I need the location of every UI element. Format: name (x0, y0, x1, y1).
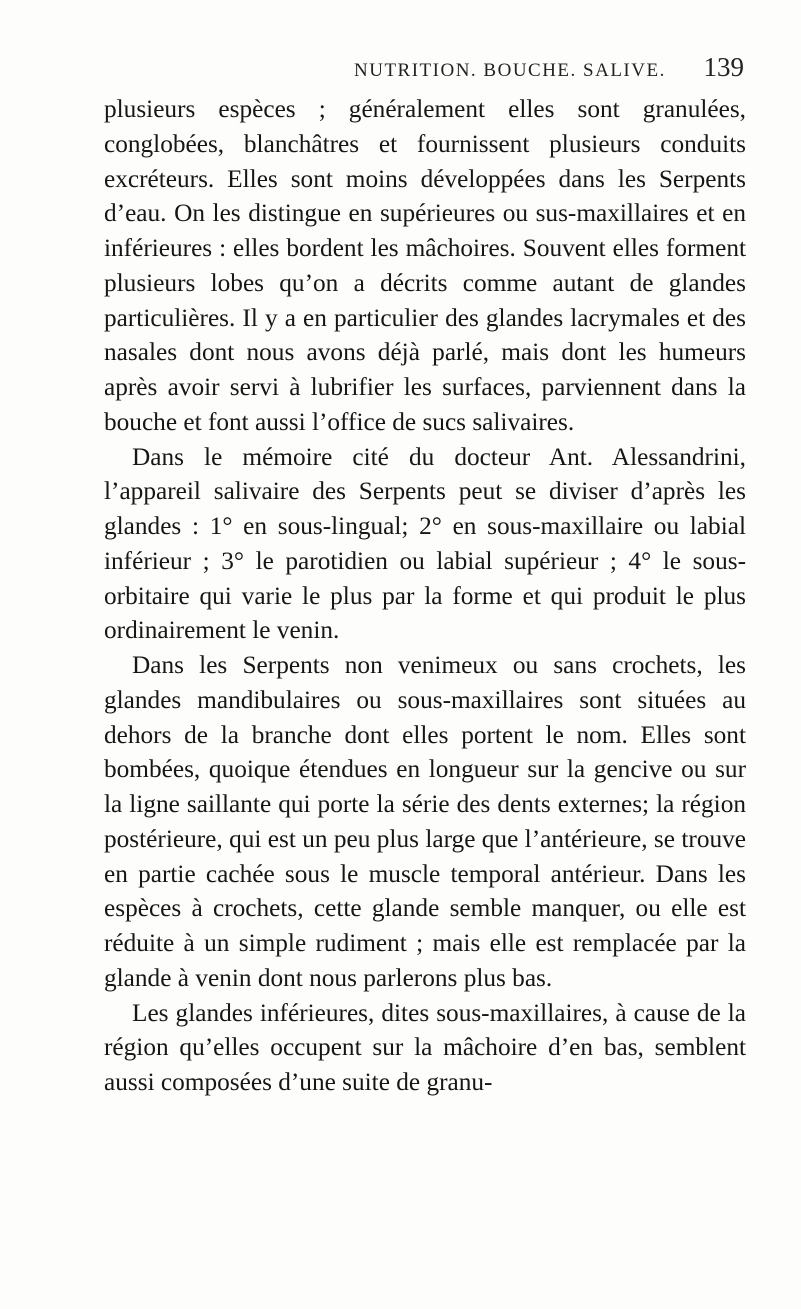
body-text (104, 92, 746, 1100)
paragraph-2: Dans le mémoire cité du docteur Ant. Alessandrini, l’appareil salivaire des Serpents peut se diviser d’après les glandes : 1° en sous-lingual; 2° en sous-maxillaire ou labial inférieur ; 3° le parotidien ou labial supérieur ; 4° le sous-orbitaire qui varie le plus par la forme et qui produit le plus ordinairement le venin. (104, 442, 746, 645)
paragraph-1: plusieurs espèces ; généralement elles sont granulées, conglobées, blanchâtres et fournissent plusieurs conduits excréteurs. Elles sont moins développées dans les Serpents d’eau. On les distingue en supérieures ou sus-maxillaires et en inférieures : elles bordent les mâchoires. Souvent elles forment plusieurs lobes qu’on a décrits comme autant de glandes particulières. Il y a en particulier des glandes lacrymales et des nasales dont nous avons déjà parlé, mais dont les humeurs après avoir servi à lubrifier les surfaces, parviennent dans la bouche et font aussi l’office de sucs salivaires. (104, 95, 746, 436)
running-head (104, 52, 746, 86)
page-number: 139 (703, 52, 744, 82)
running-head-title: NUTRITION. BOUCHE. SALIVE. (354, 60, 666, 81)
paragraph-3: Dans les Serpents non venimeux ou sans crochets, les glandes mandibulaires ou sous-maxillaires sont situées au dehors de la branche dont elles portent le nom. Elles sont bombées, quoique étendues en longueur sur la gencive ou sur la ligne saillante qui porte la série des dents externes; la région postérieure, qui est un peu plus large que l’antérieure, se trouve en partie cachée sous le muscle temporal antérieur. Dans les espèces à crochets, cette glande semble manquer, ou elle est réduite à un simple rudiment ; mais elle est remplacée par la glande à venin dont nous parlerons plus bas. (104, 651, 746, 992)
paragraph-4: Les glandes inférieures, dites sous-maxillaires, à cause de la région qu’elles occupent sur la mâchoire d’en bas, semblent aussi composées d’une suite de granu- (104, 998, 746, 1096)
